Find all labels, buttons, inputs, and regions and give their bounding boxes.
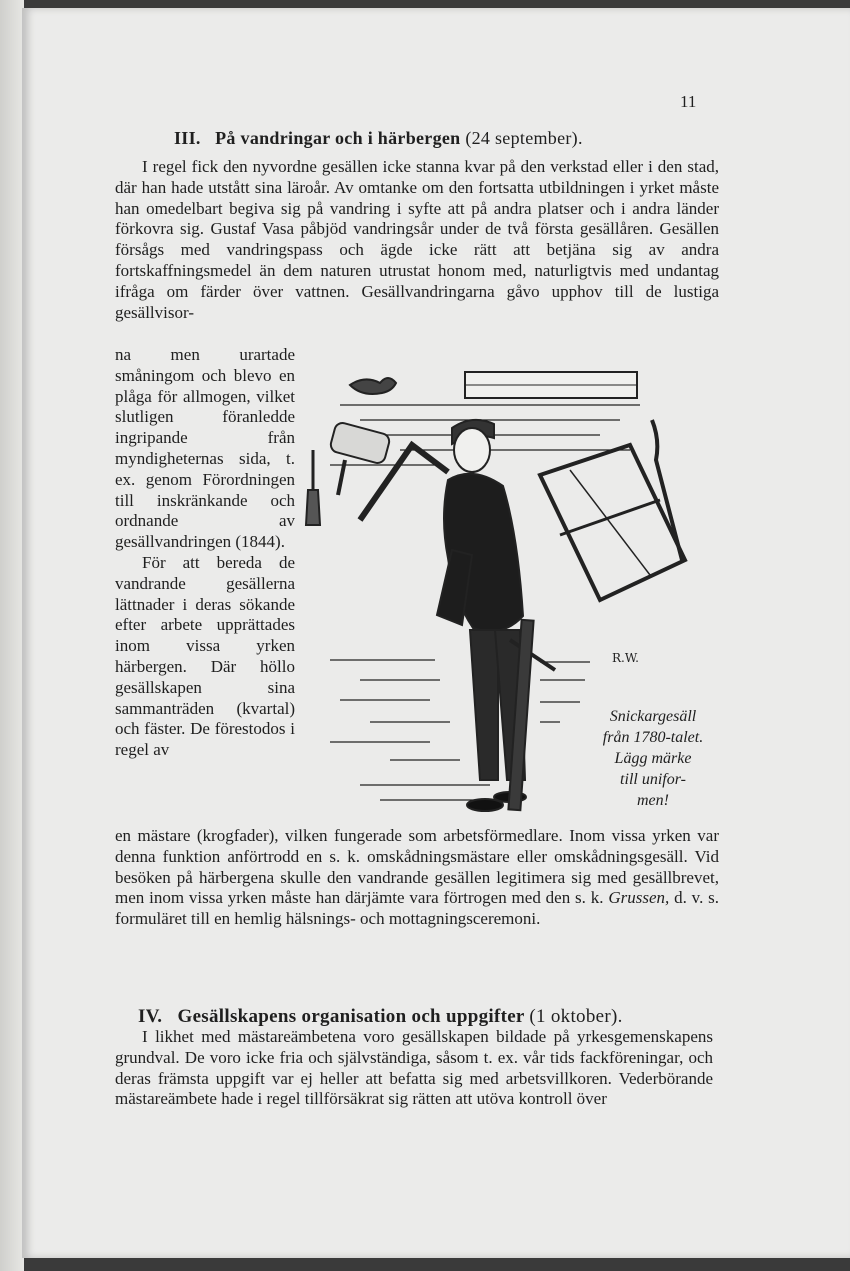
section-3-date: (24 september). [465,128,583,148]
section-3-paragraph-2-start: För att bereda de vandrande gesällerna lättnader i deras sökande efter arbete upprättades inom vissa yrken härbergen. Där höllo gesällskapen sina sammanträden (kvartal) och fäster. De förestodos i regel av [115,552,295,760]
section-3-numeral: III. [174,128,201,148]
text-column-beside-illustration [115,345,295,761]
illustration-caption: Snickargesäll från 1780-talet. Lägg märke till unifor- men! [602,708,704,809]
section-4-heading [138,1006,623,1028]
section-4-date: (1 oktober). [529,1006,623,1027]
page-number: 11 [680,92,697,111]
section-3-paragraph-1: I regel fick den nyvordne gesällen icke stanna kvar på den verkstad eller i den stad, där han hade utstått sina läroår. Av omtanke om den fortsatta utbildningen i yrket måste han omedelbart begiva sig på vandring i syfte att på andra platser och i andra länder förkovra sig. Gustaf Vasa påbjöd vandringsår under de två första gesällåren. Gesällen försågs med vandringspass och ägde icke rätt att betjäna sig av andra fortskaffningsmedel än dem naturen utrustat honom med, naturligtvis med undantag ifråga om färder över vattnen. Gesällvandringarna gåvo upphov till de lustiga gesällvisor- [115,157,719,322]
grussen-term: Grussen, [608,888,670,908]
facing-page-edge [0,0,24,1271]
section-3-paragraph-2-continued: en mästare (krogfader), vilken fungerade som arbetsförmedlare. Inom vissa yrken var denna funktion anförtrodd en s. k. omskådningsmästare eller omskådningsgesäll. Vid besöken på härbergena skulle den vandrande gesällen legitimera sig med gesällbrevet, men inom vissa yrken måste han därjämte vara förtrogen med den s. k. Grussen, d. v. s. formuläret till en hemlig hälsnings- och mottagningsceremoni. [115,826,720,929]
section-4-title: Gesällskapens organisation och uppgifter [177,1006,525,1027]
section-4-numeral: IV. [138,1006,163,1027]
section-3-paragraph-1-continued: na men urartade småningom och blevo en plåga för allmogen, vilket slutligen föranledde ingripande från myndigheternas sida, t. ex. genom Förordningen till inskränkande och ordnande av gesällvandringen (1844). [115,345,295,552]
illustrator-signature: R.W. [612,651,639,665]
section-3-heading [174,128,583,149]
section-3-title: På vandringar och i härbergen [215,128,461,148]
section-4-paragraph-1: I likhet med mästareämbetena voro gesällskapen bildade på yrkesgemenskapens grundval. De voro icke fria och självständiga, såsom t. ex. vår tids fackföreningar, och deras främsta uppgift var ej heller att befatta sig med arbetsvillkoren. Vederbörande mästareämbete hade i regel tillförsäkrat sig rätten att utöva kontroll över [115,1027,713,1109]
